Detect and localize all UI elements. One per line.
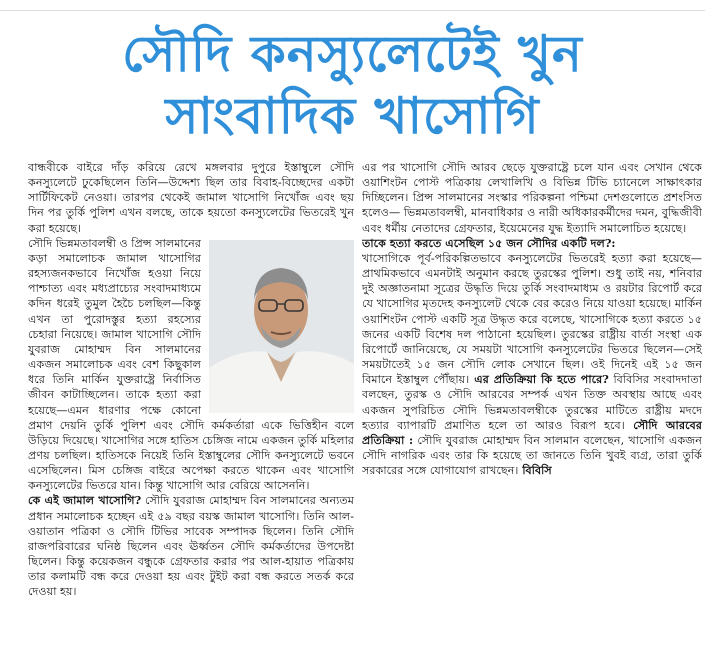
headline-line-2: সাংবাদিক খাসোগি [165, 87, 540, 145]
left-paragraph-1: বান্ধবীকে বাইরে দাঁড় করিয়ে রেখে মঙ্গলবার দুপুরে ইস্তাম্বুলে সৌদি কনস্যুলেটে ঢুকেছিলেন তিনি—উদ্দেশ্য ছিল তার বিবাহ-বিচ্ছেদের একটা সার্টিফিকেট নেওয়া। তারপর থেকেই জামাল খাসোগি নিখোঁজ এবং ছয় দিন পর তুর্কি পুলিশ এখন বলছে, তাকে হয়তো কনস্যুলেটের ভিতরেই খুন করা হয়েছে। [28, 161, 354, 235]
right-paragraph-4-text: সৌদি যুবরাজ মোহাম্মদ বিন সালমান বলেছেন, খাসোগি একজন সৌদি নাগরিক এবং তার কি হয়েছে তা জানতে তিনি খুবই ব্যগ্র, তারা তুর্কি সরকারের সঙ্গে যোগাযোগ রাখছেন। [362, 433, 702, 478]
left-paragraph-3 [28, 493, 354, 599]
source-credit: বিবিসি [518, 463, 552, 478]
right-subheading-reaction: এর প্রতিক্রিয়া কি হতে পারে? [469, 372, 609, 387]
right-column [362, 160, 702, 665]
left-paragraph-2: সৌদি ভিন্নমতাবলম্বী ও প্রিন্স সালমানের কড়া সমালোচক জামাল খাসোগির রহস্যজনকভাবে নিখোঁজ হওয়া নিয়ে পাশ্চাত্য এবং মধ্যপ্রাচ্যের সংবাদমাধ্যমে কদিন ধরেই তুমুল হৈচৈ চলছিল—কিন্তু এখন তা পুরোদস্তুর হত্যা রহস্যের চেহারা নিয়েছে। জামাল খাসোগি সৌদি যুবরাজ মোহাম্মদ বিন সালমানের একজন সমালোচক এবং বেশ কিছুকাল ধরে তিনি মার্কিন যুক্তরাষ্ট্রে নির্বাসিত জীবন কাটাচ্ছিলেন। তাকে হত্যা করা হয়েছে—এমন ধারণার পক্ষে কোনো প্রমাণ দেয়নি তুর্কি পুলিশ এবং সৌদি কর্মকর্তারা একে ভিত্তিহীন বলে উড়িয়ে দিয়েছে। খাসোগির সঙ্গে হাতিস চেঙ্গিজ নামে একজন তুর্কি মহিলার প্রণয় চলছিল। হাতিসকে নিয়েই তিনি ইস্তাম্বুলের সৌদি কনস্যুলেটে ভবনে এসেছিলেন। মিস চেঙ্গিজ বাইরে অপেক্ষা করতে থাকেন এবং খাসোগি কনস্যুলেটের ভিতরে যান। কিন্তু খাসোগি আর বেরিয়ে আসেননি। [28, 236, 354, 493]
left-column [28, 160, 354, 665]
portrait-illustration [209, 240, 354, 413]
left-paragraph-3-text: সৌদি যুবরাজ মোহাম্মদ বিন সালমানের অন্যতম প্রধান সমালোচক হচ্ছেন এই ৫৯ বছর বয়স্ক জামাল খাসোগি। তিনি আল-ওয়াতান পত্রিকা ও সৌদি টিভির সাবেক সম্পাদক ছিলেন। তিনি সৌদি রাজপরিবারের ঘনিষ্ঠ ছিলেন এবং ঊর্ধ্বতন সৌদি কর্মকর্তাদের উপদেষ্টা ছিলেন। কিন্তু কয়েকজন বন্ধুকে গ্রেফতার করার পর আল-হায়াত পত্রিকায় তার কলামটি বন্ধ করে দেওয়া হয় এবং টুইট করা বন্ধ করতে সতর্ক করে দেওয়া হয়। [28, 494, 354, 599]
jamal-khashoggi-photo [209, 240, 354, 413]
right-paragraph-1: এর পর খাসোগি সৌদি আরব ছেড়ে যুক্তরাষ্ট্রে চলে যান এবং সেখান থেকে ওয়াশিংটন পোস্ট পত্রিকায় লেখালিখি ও বিভিন্ন টিভি চ্যানেলে সাক্ষাৎকার দিচ্ছিলেন। প্রিন্স সালমানের সংস্কার পরিকল্পনা পশ্চিমা দেশগুলোতে প্রশংসিত হলেও— ভিন্নমতাবলম্বী, মানবাধিকার ও নারী অধিকারকর্মীদের দমন, বুদ্ধিজীবী এবং ধর্মীয় নেতাদের গ্রেফতার, ইয়েমেনের যুদ্ধ ইত্যাদি সমালোচিত হয়েছে। [362, 161, 702, 235]
page-top-border [0, 0, 705, 11]
right-paragraph-2 [362, 251, 702, 478]
right-paragraph-3-text: বিবিসির সংবাদদাতা বলছেন, তুরস্ক ও সৌদি আরবের সম্পর্ক এখন তিক্ত অবস্থায় আছে এবং একজন সুপরিচিত সৌদি ভিন্নমতাবলম্বীকে তুরস্কের মাটিতে রাষ্ট্রীয় মদদে হত্যার ব্যাপারটি প্রমাণিত হলে তা আরও বিরূপ হবে। [362, 373, 702, 432]
headline-line-1: সৌদি কনস্যুলেটেই খুন [122, 25, 583, 83]
headline [0, 22, 705, 146]
right-paragraph-2-text: খাসোগিকে পূর্ব-পরিকল্পিতভাবে কনস্যুলেটের ভিতরেই হত্যা করা হয়েছে—প্রাথমিকভাবে এমনটাই অনুমান করছে তুরস্কের পুলিশ। শুধু তাই নয়, শনিবার দুই অজ্ঞাতনামা সূত্রের উদ্ধৃতি দিয়ে তুর্কি সংবাদমাধ্যম ও রয়টার রিপোর্ট করে যে খাসোগির মৃতদেহ কনস্যুলেট থেকে বের করেও নিয়ে যাওয়া হয়েছে। মার্কিন ওয়াশিংটন পোস্ট একটি সূত্র উদ্ধৃত করে বলেছে, খাসোগিকে হত্যা করতে ১৫ জনের একটি বিশেষ দল পাঠানো হয়েছিল। তুরস্কের রাষ্ট্রীয় বার্তা সংস্থা এক রিপোর্টে জানিয়েছে, যে সময়টা খাসোগি কনস্যুলেটের ভিতরে ছিলেন—সেই সময়টাতেই ১৫ জন সৌদি লোক সেখানে ছিল। ওই দিনেই এই ১৫ জন বিমানে ইস্তাম্বুল পৌঁছায়। [362, 251, 702, 387]
left-subheading-who: কে এই জামাল খাসোগি? [28, 493, 142, 508]
right-subheading-team: তাকে হত্যা করতে এসেছিল ১৫ জন সৌদির একটি দল?: [362, 235, 616, 250]
right-subheading-saudi-reaction: সৌদি আরবের প্রতিক্রিয়া : [362, 417, 702, 447]
